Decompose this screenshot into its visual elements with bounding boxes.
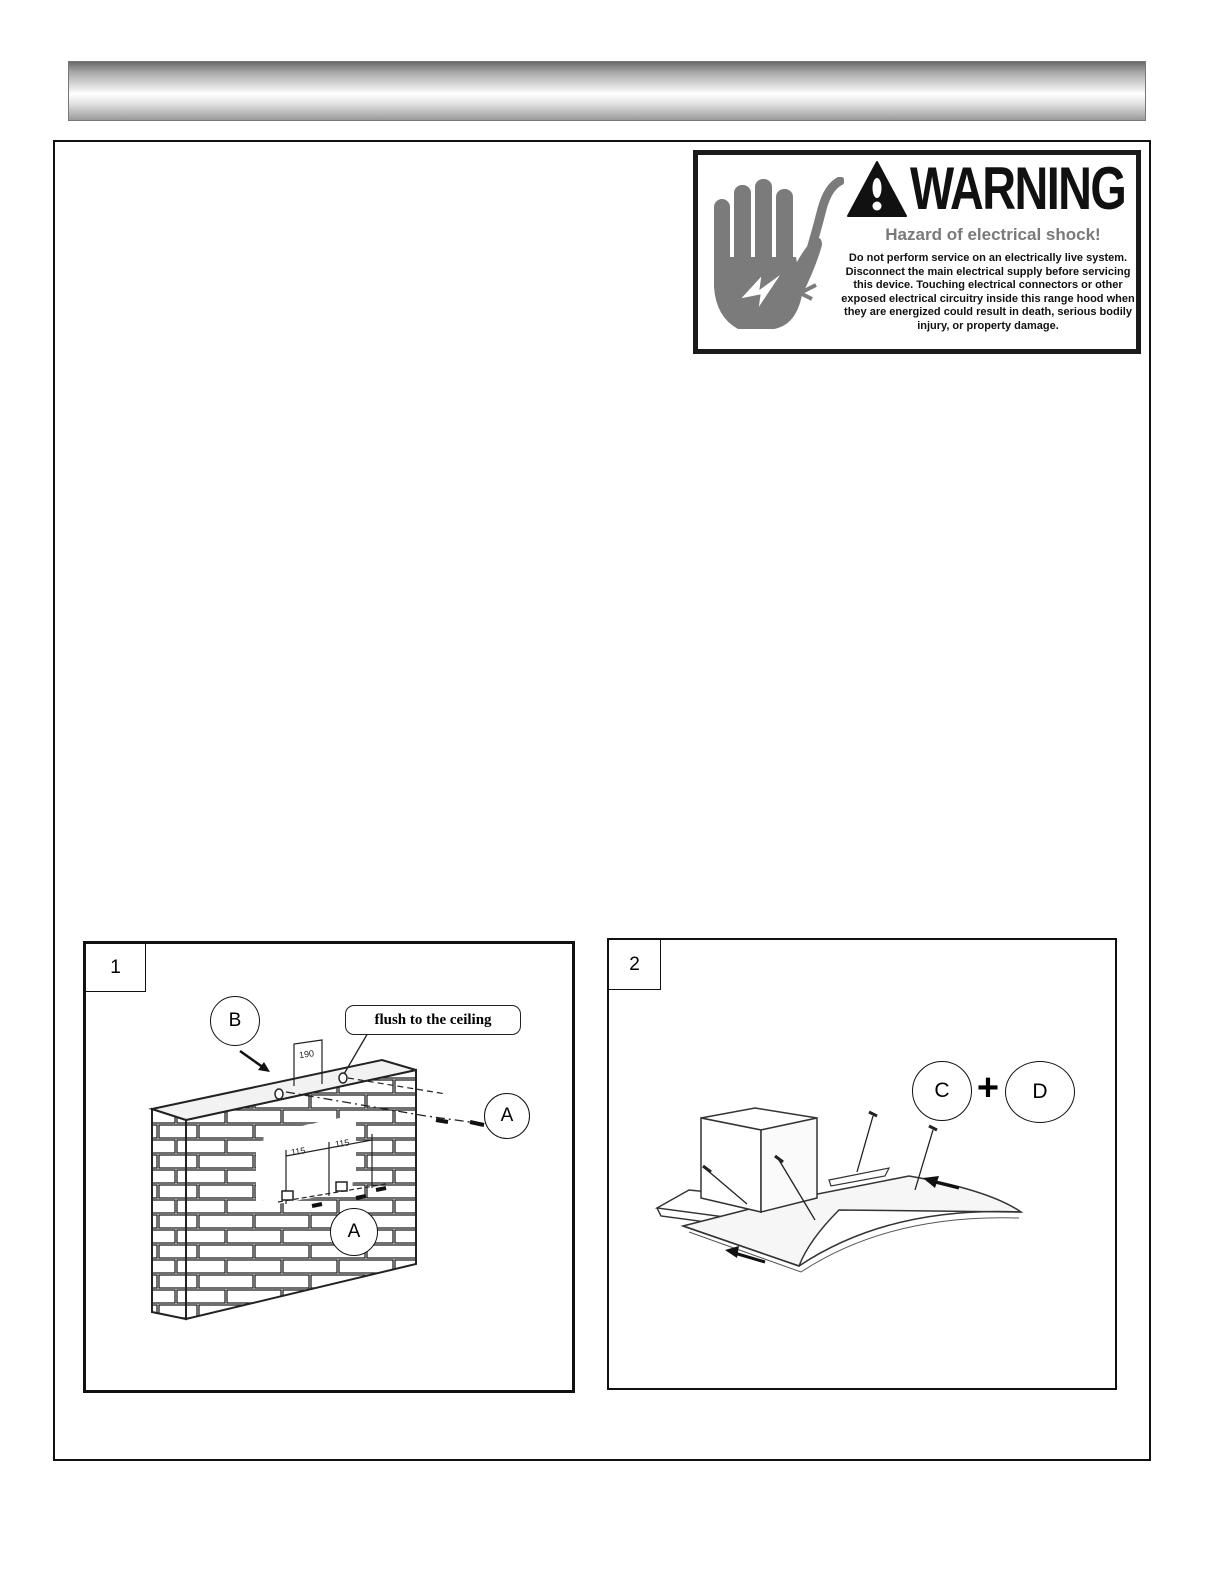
label-c: C (912, 1061, 972, 1121)
electrical-warning-label (693, 150, 1141, 354)
dimension-115-left: 115 (290, 1145, 307, 1158)
warning-label-inner (698, 155, 1136, 349)
dimension-190: 190 (298, 1048, 315, 1061)
warning-body-text: Do not perform service on an electrically live system. Disconnect the main electrical supply before servicing this device. Touching electrical connectors or other exposed electrical circuitry inside this range hood when they are energized could result in death, serious bodily injury, or property damage. (841, 252, 1135, 332)
label-plus: + (976, 1066, 1000, 1109)
figure-1-step-number: 1 (86, 944, 146, 992)
warning-subtitle: Hazard of electrical shock! (885, 225, 1101, 244)
shocked-hand-icon (704, 177, 844, 347)
callout-text: flush to the ceiling (374, 1011, 492, 1028)
label-a-top: A (484, 1093, 530, 1139)
warning-title-text: WARNING (910, 155, 1126, 222)
exclamation-triangle-icon (846, 160, 908, 218)
flush-to-ceiling-callout (345, 1005, 521, 1035)
section-header-bar (68, 61, 1146, 121)
figure-2-frame (607, 938, 1117, 1390)
figure-2-step-number: 2 (609, 940, 661, 990)
figure-2-glass-canopy-drawing (609, 940, 1115, 1388)
label-a-bottom: A (330, 1208, 378, 1256)
figure-1-frame (83, 941, 575, 1393)
warning-title (846, 157, 1138, 221)
dimension-115-right: 115 (334, 1137, 351, 1150)
label-b: B (210, 996, 260, 1046)
label-d: D (1005, 1061, 1075, 1123)
